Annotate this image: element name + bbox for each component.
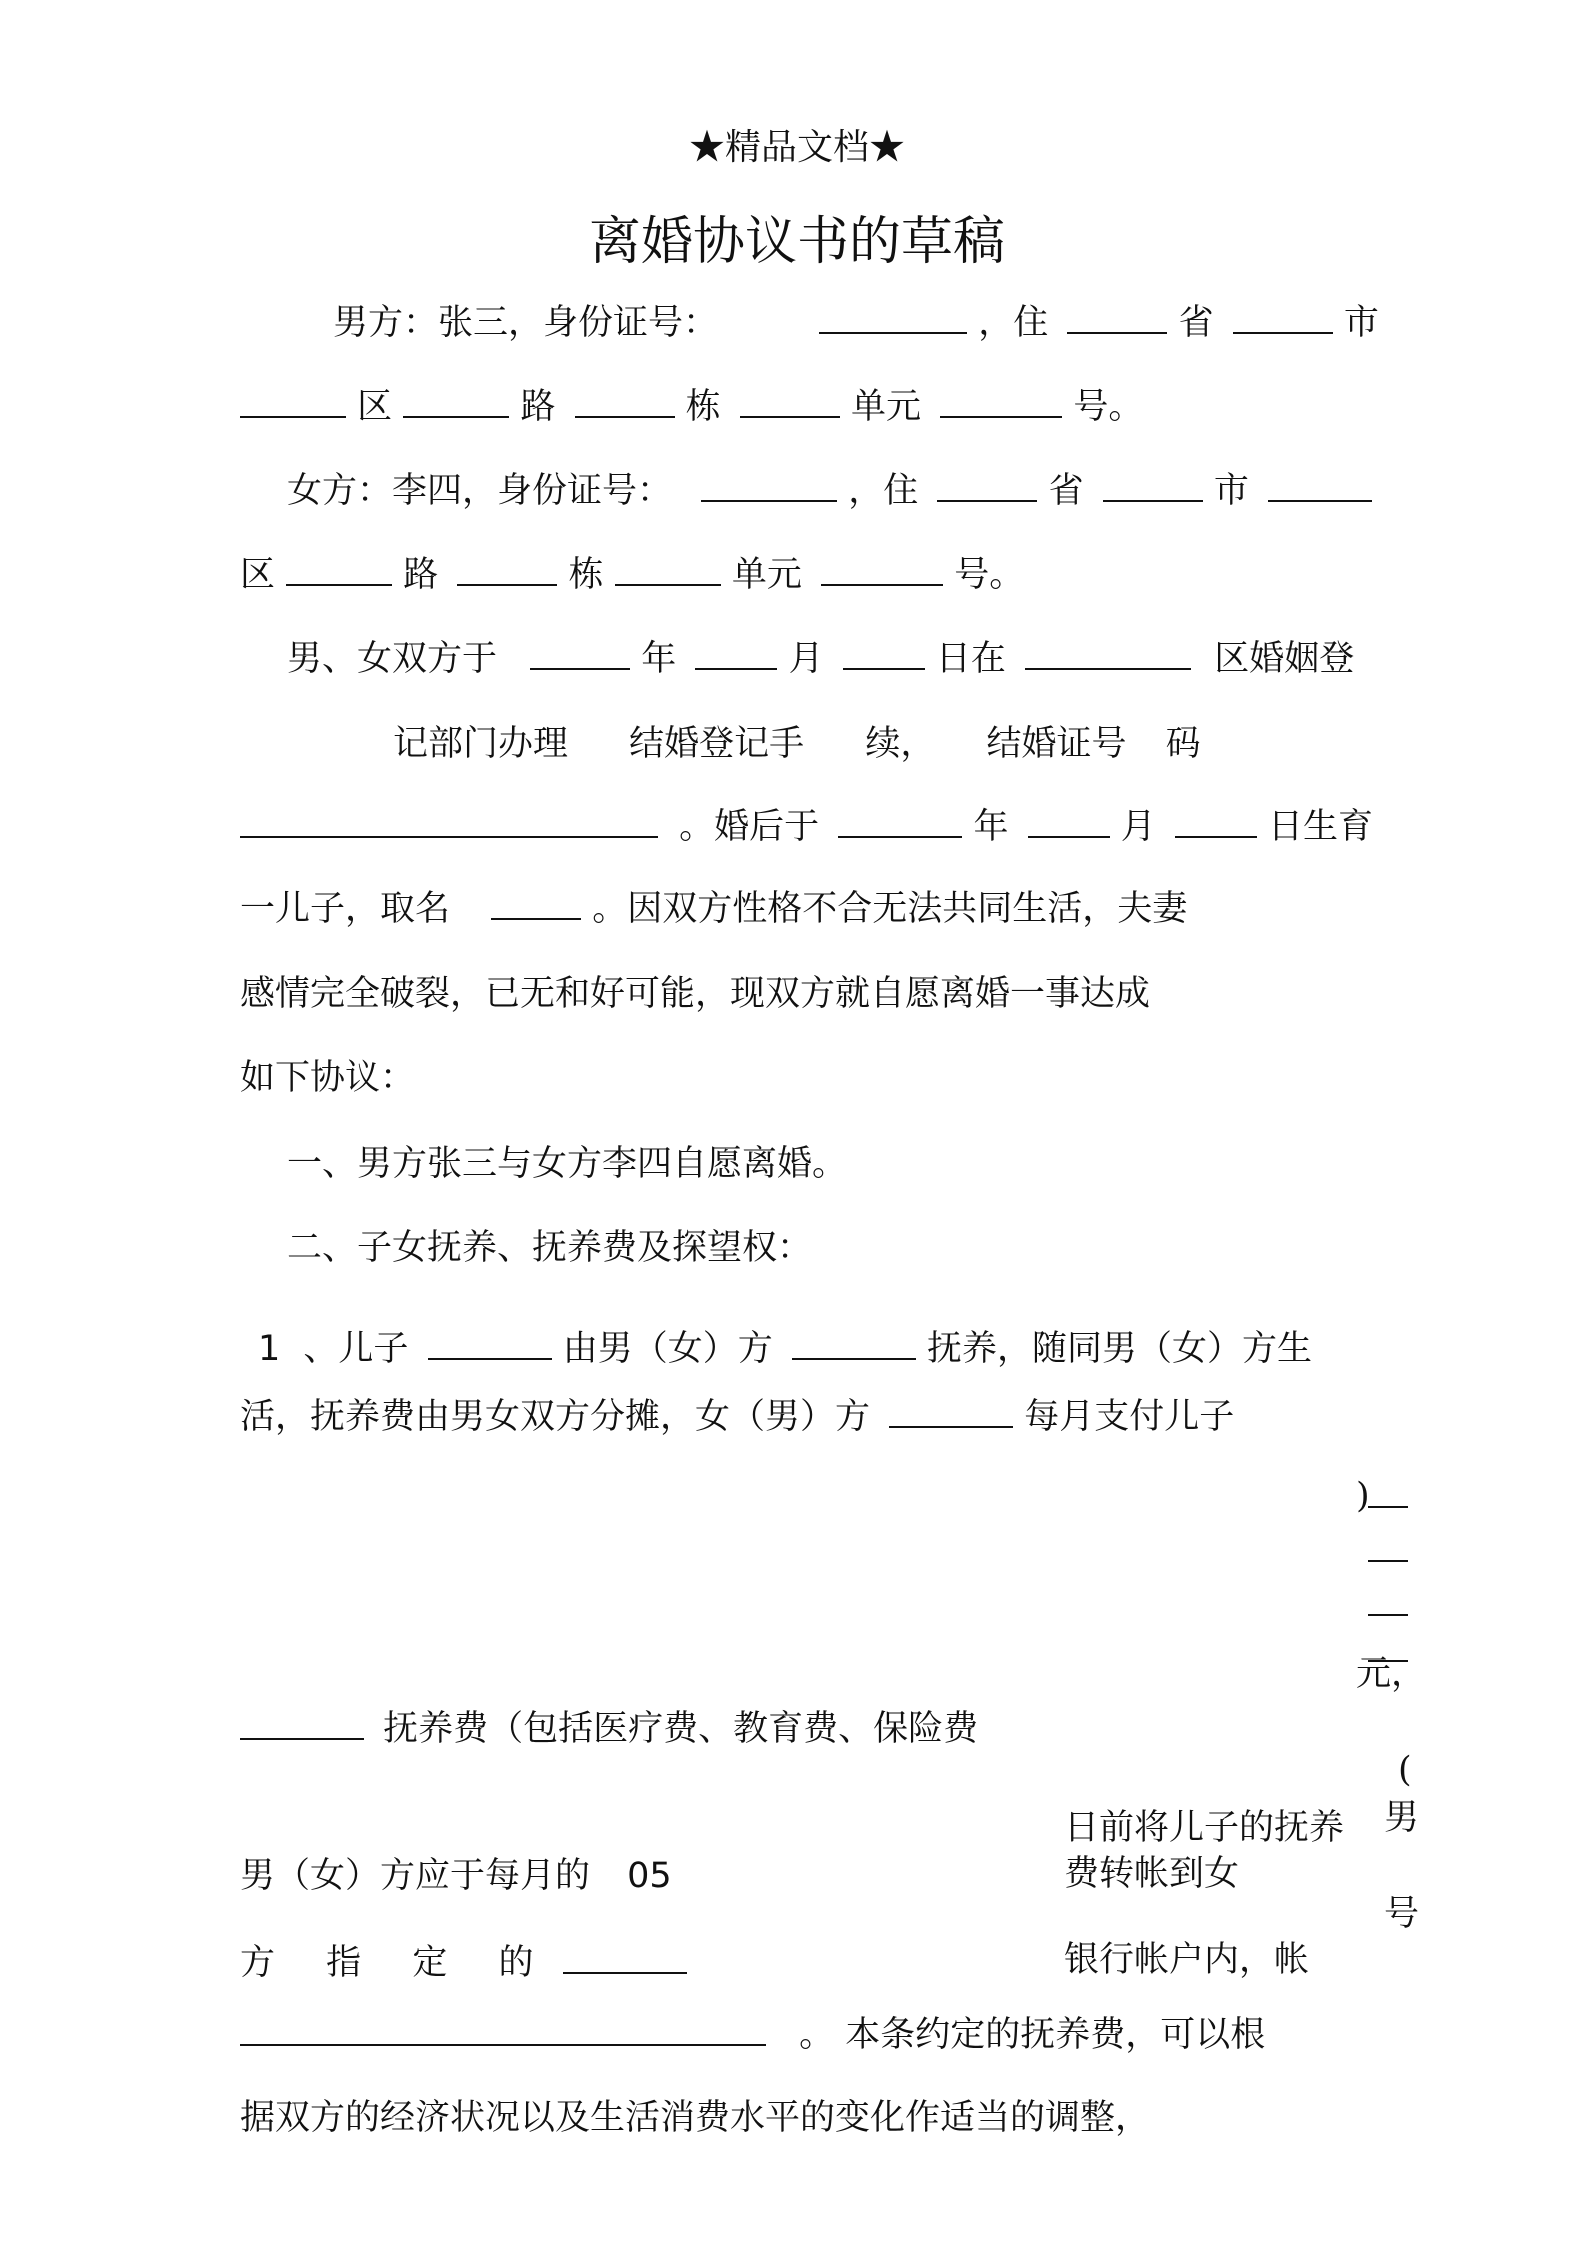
marriage-registry: 区婚姻登 xyxy=(1214,639,1355,679)
after-month: 月 xyxy=(1120,807,1156,847)
last-line: 据双方的经济状况以及生活消费水平的变化作适当的调整， xyxy=(240,2098,1151,2138)
item1-fee: 抚养费（包括医疗费、教育费、保险费 xyxy=(383,1709,979,1749)
bank-blank[interactable] xyxy=(563,1938,687,1974)
marriage-line-4 xyxy=(240,884,1187,931)
male-char: 男 xyxy=(1384,1798,1420,1838)
marriage-intro: 男、女双方于 xyxy=(287,639,498,679)
adjust-line xyxy=(240,2010,1265,2057)
female-unit: 单元 xyxy=(731,555,802,595)
amount-dash-1 xyxy=(1368,1506,1408,1508)
item1-line-1 xyxy=(258,1324,1312,1371)
bank-label: 银行帐户内，帐 xyxy=(1064,1940,1310,1980)
female-line-1 xyxy=(287,466,1372,513)
clause-1: 一、男方张三与女方李四自愿离婚。 xyxy=(287,1144,848,1184)
marriage-day-at: 日在 xyxy=(935,639,1006,679)
marriage-place-blank[interactable] xyxy=(1025,634,1191,670)
male-road-blank[interactable] xyxy=(403,382,509,418)
marriage-line-2 xyxy=(393,722,1201,766)
item1-d: 活，抚养费由男女双方分摊，女（男）方 xyxy=(240,1397,871,1437)
marriage-xu: 续， xyxy=(865,724,936,764)
marriage-month: 月 xyxy=(788,639,824,679)
male-city: 市 xyxy=(1343,303,1379,343)
marriage-month-blank[interactable] xyxy=(695,634,777,670)
ding-char: 定 xyxy=(412,1943,448,1983)
fang-char: 方 xyxy=(240,1943,276,1983)
cert-number-blank[interactable] xyxy=(240,802,658,838)
amount-dash-2 xyxy=(1368,1560,1408,1562)
female-id-blank[interactable] xyxy=(701,466,837,502)
item1-b: 由男（女）方 xyxy=(562,1329,773,1369)
female-line-2 xyxy=(240,550,1024,597)
male-province-blank[interactable] xyxy=(1067,298,1167,334)
marriage-year: 年 xyxy=(641,639,677,679)
female-province-blank[interactable] xyxy=(937,466,1037,502)
male-unit: 单元 xyxy=(851,387,922,427)
marriage-ma: 码 xyxy=(1165,724,1201,764)
female-city-blank[interactable] xyxy=(1103,466,1203,502)
marriage-year-blank[interactable] xyxy=(530,634,630,670)
female-building: 栋 xyxy=(568,555,604,595)
after-birth: 日生育 xyxy=(1268,807,1374,847)
after-year-blank[interactable] xyxy=(838,802,962,838)
custodian-blank[interactable] xyxy=(792,1324,916,1360)
female-number: 号。 xyxy=(954,555,1025,595)
male-number-blank[interactable] xyxy=(940,382,1062,418)
male-line-1 xyxy=(333,298,1379,345)
after-month-blank[interactable] xyxy=(1028,802,1110,838)
marriage-line-5: 感情完全破裂，已无和好可能，现双方就自愿离婚一事达成 xyxy=(240,974,1151,1014)
son-blank[interactable] xyxy=(428,1324,552,1360)
de-char: 的 xyxy=(498,1943,534,1983)
after-day-blank[interactable] xyxy=(1175,802,1257,838)
male-id-blank[interactable] xyxy=(819,298,967,334)
item1-e: 每月支付儿子 xyxy=(1024,1397,1235,1437)
hao-char: 号 xyxy=(1384,1894,1420,1934)
male-label: 男方：张三，身份证号： xyxy=(333,303,719,343)
female-live: ，住 xyxy=(848,471,919,511)
marriage-line-6: 如下协议： xyxy=(240,1058,416,1098)
son-name-blank[interactable] xyxy=(491,884,581,920)
male-district-blank[interactable] xyxy=(240,382,346,418)
item1-monthly: 男（女）方应于每月的 xyxy=(240,1856,591,1896)
zhi-char: 指 xyxy=(326,1943,362,1983)
page-title: 离婚协议书的草稿 xyxy=(588,212,1005,272)
paren-open: ( xyxy=(1398,1750,1412,1790)
female-district-blank[interactable] xyxy=(1268,466,1372,502)
item1-line-2 xyxy=(240,1392,1234,1439)
female-unit-blank[interactable] xyxy=(615,550,721,586)
fee-blank[interactable] xyxy=(240,1704,364,1740)
female-district: 区 xyxy=(240,555,276,595)
item1-fee-line xyxy=(240,1704,978,1751)
marriage-proc: 结婚登记手 xyxy=(629,724,805,764)
male-building: 栋 xyxy=(685,387,721,427)
marriage-after: 。婚后于 xyxy=(679,807,820,847)
male-unit-blank[interactable] xyxy=(740,382,840,418)
male-city-blank[interactable] xyxy=(1233,298,1333,334)
female-label: 女方：李四，身份证号： xyxy=(287,471,673,511)
female-building-blank[interactable] xyxy=(457,550,557,586)
account-blank[interactable] xyxy=(240,2010,766,2046)
male-number: 号。 xyxy=(1073,387,1144,427)
male-live: ，住 xyxy=(978,303,1049,343)
male-road: 路 xyxy=(520,387,556,427)
item1-adjust: 。 本条约定的抚养费，可以根 xyxy=(799,2015,1266,2055)
item1-day-num: 05 xyxy=(627,1856,672,1896)
paren-close: ) xyxy=(1356,1476,1370,1516)
designated-line xyxy=(240,1938,687,1985)
marriage-reason: 。因双方性格不合无法共同生活，夫妻 xyxy=(592,889,1188,929)
right-text-2: 费转帐到女 xyxy=(1064,1854,1240,1894)
son-name-label: 一儿子，取名 xyxy=(240,889,451,929)
female-number-blank[interactable] xyxy=(821,550,943,586)
female-province: 省 xyxy=(1048,471,1084,511)
male-district: 区 xyxy=(357,387,393,427)
male-line-2 xyxy=(240,382,1143,429)
amount-dash-3 xyxy=(1368,1614,1408,1616)
male-building-blank[interactable] xyxy=(575,382,675,418)
marriage-cert: 结婚证号 xyxy=(986,724,1127,764)
payer-blank[interactable] xyxy=(889,1392,1013,1428)
clause-2: 二、子女抚养、抚养费及探望权： xyxy=(287,1228,813,1268)
marriage-dept: 记部门办理 xyxy=(393,724,569,764)
male-province: 省 xyxy=(1178,303,1214,343)
female-city: 市 xyxy=(1213,471,1249,511)
item1-num: 1 xyxy=(258,1329,281,1369)
marriage-line-1 xyxy=(287,634,1354,681)
marriage-line-3 xyxy=(240,802,1373,849)
marriage-day-blank[interactable] xyxy=(843,634,925,670)
item1-c: 抚养，随同男（女）方生 xyxy=(927,1329,1313,1369)
after-year: 年 xyxy=(973,807,1009,847)
right-text-1: 日前将儿子的抚养 xyxy=(1064,1808,1345,1848)
female-road: 路 xyxy=(403,555,439,595)
monthly-line xyxy=(240,1854,672,1898)
yuan-label: 元， xyxy=(1356,1654,1427,1694)
female-road-blank[interactable] xyxy=(286,550,392,586)
item1-a: 、儿子 xyxy=(303,1329,409,1369)
doc-header: ★精品文档★ xyxy=(688,127,905,168)
